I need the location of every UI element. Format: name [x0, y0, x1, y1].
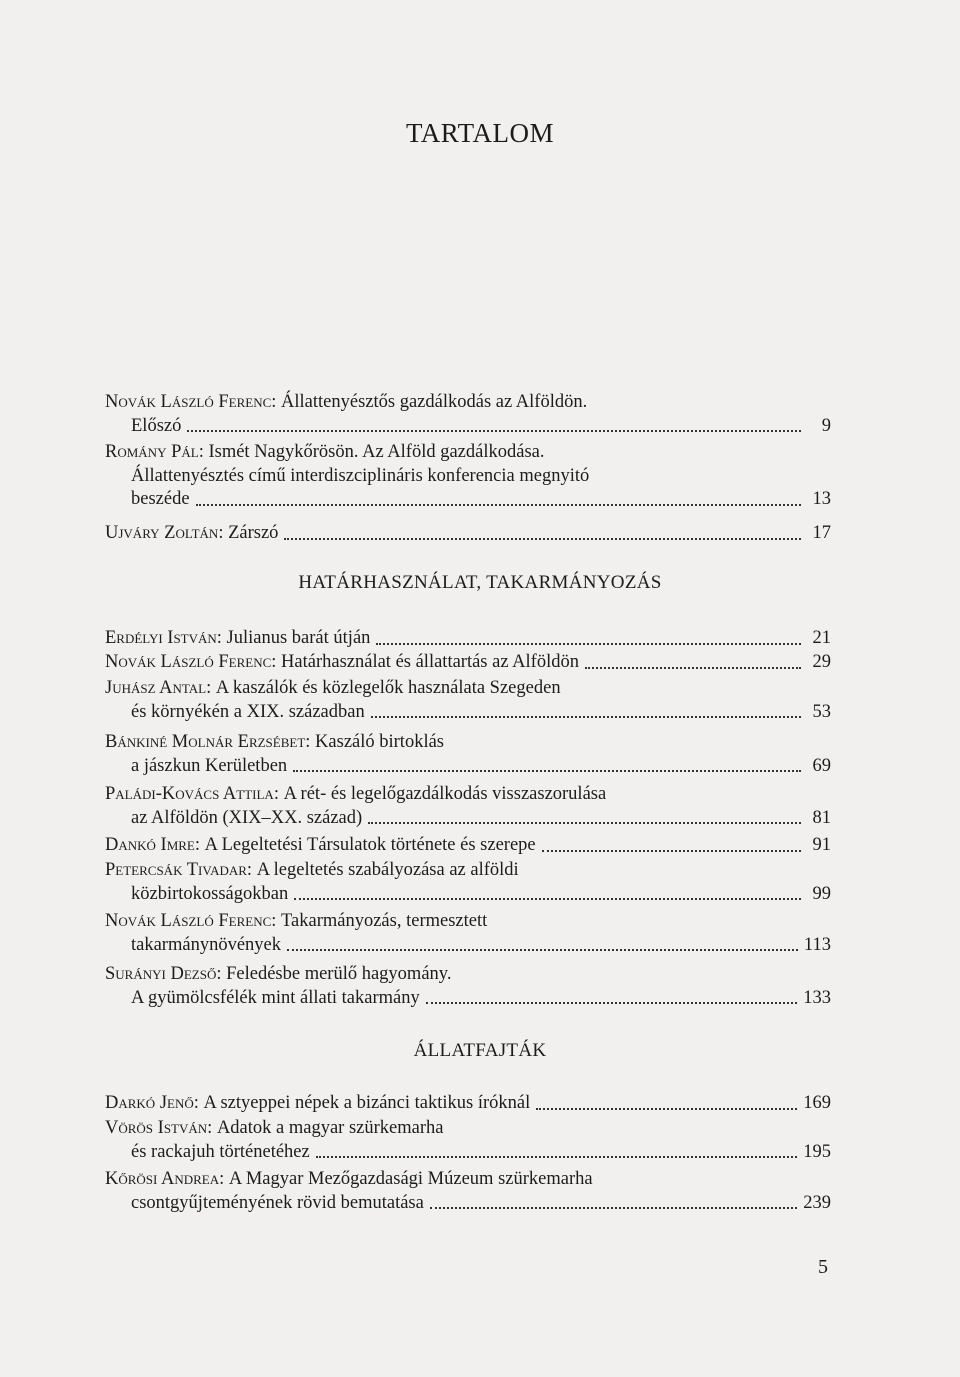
toc-page-number: 17	[812, 523, 831, 543]
toc-line	[105, 731, 831, 755]
dot-leader	[542, 849, 801, 852]
toc-line	[105, 1141, 831, 1165]
toc-title-line: Adatok a magyar szürkemarha	[216, 1118, 444, 1138]
toc-title-line: Előszó	[131, 415, 182, 436]
toc-page-number: 195	[803, 1141, 831, 1162]
toc-title-line: Julianus barát útján	[226, 628, 371, 648]
toc-line	[105, 677, 831, 701]
toc-title-line: Határhasználat és állattartás az Alföldön	[281, 652, 579, 672]
toc-title-line: Takarmányozás, termesztett	[281, 911, 488, 931]
toc-entry	[105, 834, 831, 858]
dot-leader	[196, 503, 801, 506]
toc-author: Ujváry Zoltán:	[105, 523, 224, 543]
dot-leader	[316, 1155, 798, 1158]
toc-author: Vörös István:	[105, 1118, 213, 1138]
toc-line	[105, 415, 831, 439]
toc-line	[105, 807, 831, 831]
toc-line	[105, 1168, 831, 1192]
toc-entry	[105, 1117, 831, 1164]
toc-author: Paládi-Kovács Attila:	[105, 784, 279, 804]
toc-line	[105, 522, 831, 546]
page-title: TARTALOM	[405, 118, 555, 148]
toc-title-line: csontgyűjteményének rövid bemutatása	[131, 1192, 424, 1213]
toc-entry	[105, 731, 831, 778]
toc-title-line: Ismét Nagykőrösön. Az Alföld gazdálkodása.	[208, 442, 545, 462]
toc-line	[105, 834, 831, 858]
toc-page-number: 113	[803, 934, 831, 955]
toc-line	[105, 987, 831, 1011]
toc-entry	[105, 651, 831, 675]
dot-leader	[426, 1001, 798, 1004]
toc-line	[105, 488, 831, 512]
toc-page-number: 99	[812, 883, 831, 904]
toc-entry	[105, 391, 831, 438]
toc-line	[105, 910, 831, 934]
section-heading: ÁLLATFAJTÁK	[413, 1040, 547, 1061]
dot-leader	[536, 1107, 797, 1110]
toc-line	[105, 963, 831, 987]
toc-title-line: beszéde	[131, 489, 190, 509]
toc-author: Romány Pál:	[105, 442, 204, 462]
toc-title-line: Állattenyésztés című interdiszciplináris konferencia megnyitó	[131, 465, 590, 486]
toc-line	[105, 441, 831, 465]
toc-author: Surányi Dezső:	[105, 964, 222, 984]
dot-leader	[187, 429, 801, 432]
toc-author: Kőrösi Andrea:	[105, 1169, 225, 1189]
toc-title-line: A Magyar Mezőgazdasági Múzeum szürkemarha	[228, 1169, 593, 1189]
dot-leader	[284, 537, 801, 540]
toc-page-number: 53	[812, 701, 831, 722]
toc-title-line: A gyümölcsfélék mint állati takarmány	[131, 987, 420, 1008]
toc-page-number: 169	[803, 1093, 831, 1113]
toc-line	[105, 627, 831, 651]
toc-entry	[105, 441, 831, 512]
toc-author: Juhász Antal:	[105, 678, 212, 698]
toc-title-line: A kaszálók és közlegelők használata Szegeden	[215, 678, 561, 698]
toc-title-line: Zárszó	[228, 523, 279, 543]
toc-title-line: A sztyeppei népek a bizánci taktikus íróknál	[203, 1093, 531, 1113]
dot-leader	[287, 948, 798, 951]
dot-leader	[294, 897, 801, 900]
toc-title-line: az Alföldön (XIX–XX. század)	[131, 807, 363, 828]
toc-line	[105, 755, 831, 779]
dot-leader	[585, 666, 801, 669]
toc-author: Novák László Ferenc:	[105, 392, 277, 412]
toc-entry	[105, 963, 831, 1010]
toc-author: Novák László Ferenc:	[105, 652, 277, 672]
toc-entry	[105, 677, 831, 724]
toc-title-line: és környékén a XIX. században	[131, 701, 365, 722]
toc-title-line: a jászkun Kerületben	[131, 755, 288, 776]
toc-page-number: 9	[821, 415, 831, 436]
toc-title-line: közbirtokosságokban	[131, 883, 289, 904]
toc-title-line: A legeltetés szabályozása az alföldi	[256, 860, 519, 880]
dot-leader	[376, 642, 801, 645]
toc-title-line: Feledésbe merülő hagyomány.	[226, 964, 452, 984]
toc-title-line: Kaszáló birtoklás	[315, 732, 444, 752]
toc-page-number: 13	[812, 489, 831, 509]
toc-author: Erdélyi István:	[105, 628, 222, 648]
toc-line	[105, 701, 831, 725]
toc-line	[105, 651, 831, 675]
toc-author: Novák László Ferenc:	[105, 911, 277, 931]
toc-page-number: 91	[812, 835, 831, 855]
toc-author: Petercsák Tivadar:	[105, 860, 253, 880]
toc-entry	[105, 783, 831, 830]
toc-author: Dankó Imre:	[105, 835, 201, 855]
toc-page-number: 133	[803, 987, 831, 1008]
toc-line	[105, 783, 831, 807]
toc-author: Darkó Jenő:	[105, 1093, 199, 1113]
toc-title-line: A rét- és legelőgazdálkodás visszaszorulása	[283, 784, 607, 804]
dot-leader	[368, 821, 801, 824]
dot-leader	[293, 769, 801, 772]
toc-page-number: 81	[812, 807, 831, 828]
dot-leader	[430, 1206, 797, 1209]
toc-entry	[105, 859, 831, 906]
toc-title-line: A Legeltetési Társulatok története és szerepe	[204, 835, 536, 855]
toc-line	[105, 465, 831, 489]
toc-page-number: 21	[812, 628, 831, 648]
dot-leader	[371, 715, 801, 718]
toc-title-line: és rackajuh történetéhez	[131, 1141, 310, 1162]
toc-line	[105, 1092, 831, 1116]
toc-entry	[105, 522, 831, 546]
toc-entry	[105, 1092, 831, 1116]
toc-page-number: 69	[812, 755, 831, 776]
section-heading: HATÁRHASZNÁLAT, TAKARMÁNYOZÁS	[298, 572, 662, 593]
toc-title-line: takarmánynövények	[131, 934, 281, 955]
toc-line	[105, 1117, 831, 1141]
toc-line	[105, 883, 831, 907]
toc-line	[105, 934, 831, 958]
toc-page-number: 29	[812, 652, 831, 672]
toc-title-line: Állattenyésztős gazdálkodás az Alföldön.	[281, 392, 588, 412]
toc-author: Bánkiné Molnár Erzsébet:	[105, 732, 311, 752]
toc-page-number: 239	[803, 1192, 831, 1213]
toc-entry	[105, 910, 831, 957]
toc-line	[105, 391, 831, 415]
toc-line	[105, 1192, 831, 1216]
toc-entry	[105, 1168, 831, 1215]
page-number: 5	[818, 1256, 828, 1278]
toc-entry	[105, 627, 831, 651]
toc-line	[105, 859, 831, 883]
